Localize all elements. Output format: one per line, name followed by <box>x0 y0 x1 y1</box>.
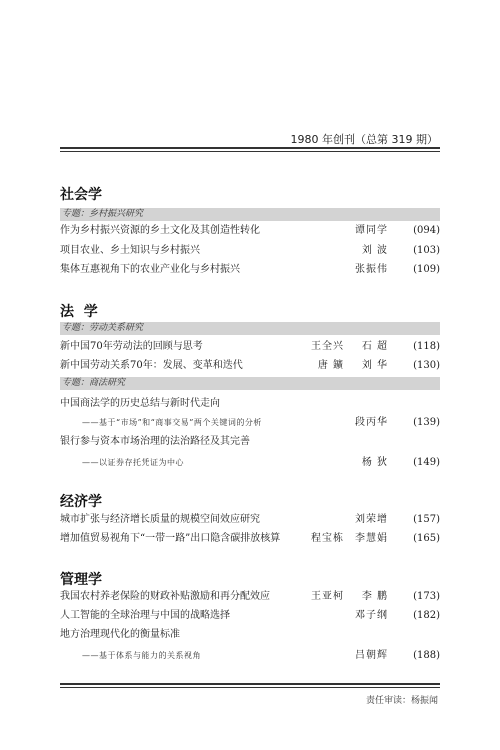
entry-author: 段丙华 <box>355 417 388 428</box>
toc-entry[interactable] <box>60 434 440 450</box>
toc-entry[interactable] <box>60 262 440 278</box>
entry-author-second: 石 超 <box>361 341 388 352</box>
top-rule-thick <box>60 147 440 149</box>
topic-banner-commercial-law: 专题：商法研究 <box>60 377 440 390</box>
entry-page: (157) <box>413 514 440 525</box>
entry-title: 集体互惠视角下的农业产业化与乡村振兴 <box>60 264 240 275</box>
entry-author: 邓子纲 <box>355 610 388 621</box>
toc-entry[interactable] <box>60 531 440 547</box>
toc-entry[interactable] <box>60 358 440 374</box>
entry-title: 项目农业、乡土知识与乡村振兴 <box>60 245 200 256</box>
toc-entry[interactable] <box>60 627 440 643</box>
responsible-reviewer: 责任审读：杨振闻 <box>365 696 438 706</box>
entry-author-first: 唐 鑛 <box>317 360 344 371</box>
entry-author-second: 刘 华 <box>361 360 388 371</box>
toc-entry[interactable] <box>60 608 440 624</box>
entry-author: 杨 狄 <box>361 457 388 468</box>
entry-page: (118) <box>413 341 440 352</box>
entry-title: 城市扩张与经济增长质量的规模空间效应研究 <box>60 514 260 525</box>
entry-author-second: 李 鹏 <box>361 591 388 602</box>
entry-title: 我国农村养老保险的财政补贴激励和再分配效应 <box>60 591 270 602</box>
toc-entry-subtitle[interactable] <box>60 455 440 471</box>
toc-entry-subtitle[interactable] <box>60 648 440 664</box>
entry-page: (103) <box>413 245 440 256</box>
entry-title: 中国商法学的历史总结与新时代走向 <box>60 398 220 409</box>
toc-entry[interactable] <box>60 243 440 259</box>
toc-entry[interactable] <box>60 339 440 355</box>
entry-page: (173) <box>413 591 440 602</box>
section-title-law: 法 学 <box>60 304 98 320</box>
entry-subtitle: ——以证券存托凭证为中心 <box>82 458 184 467</box>
entry-title: 人工智能的全球治理与中国的战略选择 <box>60 610 230 621</box>
entry-author: 张振伟 <box>355 264 388 275</box>
entry-author-first: 王亚柯 <box>311 591 344 602</box>
entry-author: 吕朝辉 <box>355 650 388 661</box>
toc-entry[interactable] <box>60 223 440 239</box>
entry-title: 新中国70年劳动法的回顾与思考 <box>60 341 203 352</box>
entry-page: (182) <box>413 610 440 621</box>
entry-page: (149) <box>413 457 440 468</box>
section-title-management: 管理学 <box>60 572 102 588</box>
entry-author: 刘荣增 <box>355 514 388 525</box>
toc-entry-subtitle[interactable] <box>60 415 440 431</box>
entry-page: (188) <box>413 650 440 661</box>
entry-page: (094) <box>413 225 440 236</box>
entry-author: 谭同学 <box>355 225 388 236</box>
topic-banner-rural-revitalization: 专题：乡村振兴研究 <box>60 208 440 221</box>
bottom-rule-thick <box>60 683 440 685</box>
journal-founding-info: 1980 年创刊（总第 319 期） <box>290 133 438 146</box>
section-title-economics: 经济学 <box>60 494 102 510</box>
toc-entry[interactable] <box>60 589 440 605</box>
toc-entry[interactable] <box>60 396 440 412</box>
entry-page: (130) <box>413 360 440 371</box>
entry-subtitle: ——基于体系与能力的关系视角 <box>82 651 201 660</box>
entry-author-first: 王全兴 <box>311 341 344 352</box>
toc-entry[interactable] <box>60 512 440 528</box>
entry-author: 刘 波 <box>361 245 388 256</box>
entry-subtitle: ——基于“市场”和“商事交易”两个关键词的分析 <box>82 418 262 427</box>
entry-page: (165) <box>413 533 440 544</box>
top-rule-thin <box>60 151 440 152</box>
entry-title: 作为乡村振兴资源的乡土文化及其创造性转化 <box>60 225 260 236</box>
entry-author-second: 李慧娟 <box>355 533 388 544</box>
entry-title: 增加值贸易视角下“一带一路”出口隐含碳排放核算 <box>60 533 281 544</box>
entry-author-first: 程宝栋 <box>311 533 344 544</box>
entry-title: 银行参与资本市场治理的法治路径及其完善 <box>60 436 250 447</box>
entry-page: (139) <box>413 417 440 428</box>
entry-title: 地方治理现代化的衡量标准 <box>60 629 180 640</box>
entry-page: (109) <box>413 264 440 275</box>
topic-banner-labor-relations: 专题：劳动关系研究 <box>60 322 440 335</box>
entry-title: 新中国劳动关系70年：发展、变革和迭代 <box>60 360 243 371</box>
bottom-rule-thin <box>60 687 440 688</box>
section-title-sociology: 社会学 <box>60 187 102 203</box>
